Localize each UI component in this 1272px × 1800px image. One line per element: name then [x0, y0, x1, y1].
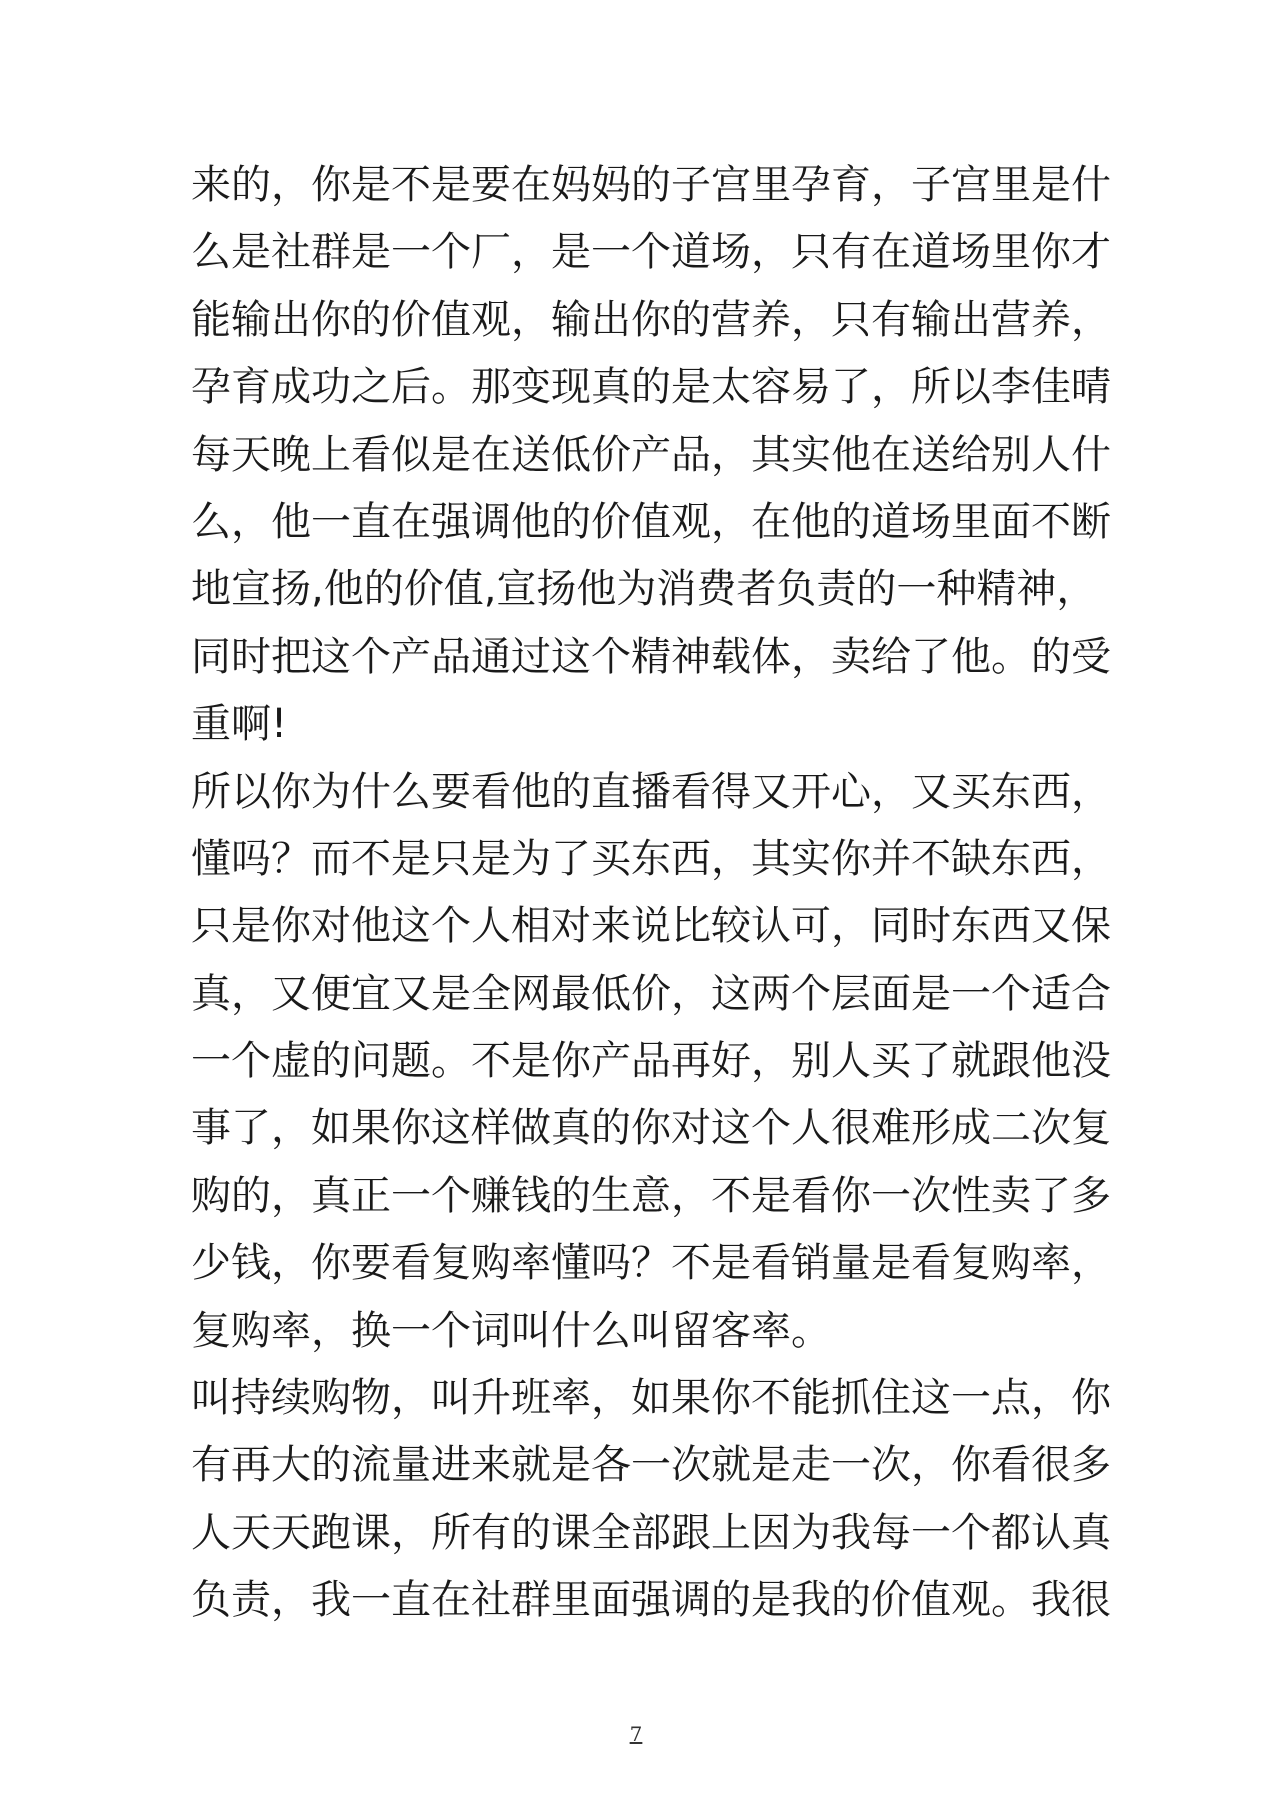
text-line: 懂吗？而不是只是为了买东西，其实你并不缺东西， [191, 835, 1111, 882]
text-line: 只是你对他这个人相对来说比较认可，同时东西又保 [191, 903, 1111, 950]
text-line: 么是社群是一个厂，是一个道场，只有在道场里你才 [191, 229, 1111, 276]
text-line: 购的，真正一个赚钱的生意，不是看你一次性卖了多 [191, 1172, 1111, 1219]
text-line: 真，又便宜又是全网最低价，这两个层面是一个适合 [191, 970, 1111, 1017]
text-line: 来的，你是不是要在妈妈的子宫里孕育，子宫里是什 [191, 162, 1111, 208]
page-number: 7 [629, 1722, 643, 1746]
text-line: 一个虚的问题。不是你产品再好，别人买了就跟他没 [191, 1038, 1111, 1085]
text-line: 叫持续购物，叫升班率，如果你不能抓住这一点，你 [191, 1375, 1111, 1422]
text-line: 事了，如果你这样做真的你对这个人很难形成二次复 [191, 1105, 1111, 1152]
text-line: 重啊! [191, 701, 288, 748]
text-line: 人天天跑课，所有的课全部跟上因为我每一个都认真 [191, 1509, 1111, 1556]
text-line: 孕育成功之后。那变现真的是太容易了，所以李佳晴 [191, 364, 1111, 411]
text-line: 所以你为什么要看他的直播看得又开心，又买东西， [191, 768, 1111, 815]
body-text [191, 152, 1111, 1635]
text-line: 少钱，你要看复购率懂吗？不是看销量是看复购率， [191, 1240, 1111, 1287]
text-line: 有再大的流量进来就是各一次就是走一次，你看很多 [191, 1442, 1111, 1489]
text-line: 能输出你的价值观，输出你的营养，只有输出营养， [191, 296, 1111, 343]
text-line: 复购率，换一个词叫什么叫留客率。 [191, 1307, 831, 1354]
text-line: 负责，我一直在社群里面强调的是我的价值观。我很 [191, 1577, 1111, 1624]
text-line: 么，他一直在强调他的价值观，在他的道场里面不断 [191, 498, 1111, 545]
text-line: 每天晚上看似是在送低价产品，其实他在送给别人什 [191, 431, 1111, 478]
text-line: 同时把这个产品通过这个精神载体，卖给了他。的受 [191, 633, 1111, 680]
text-line: 地宣扬,他的价值,宣扬他为消费者负责的一种精神， [191, 566, 1097, 613]
